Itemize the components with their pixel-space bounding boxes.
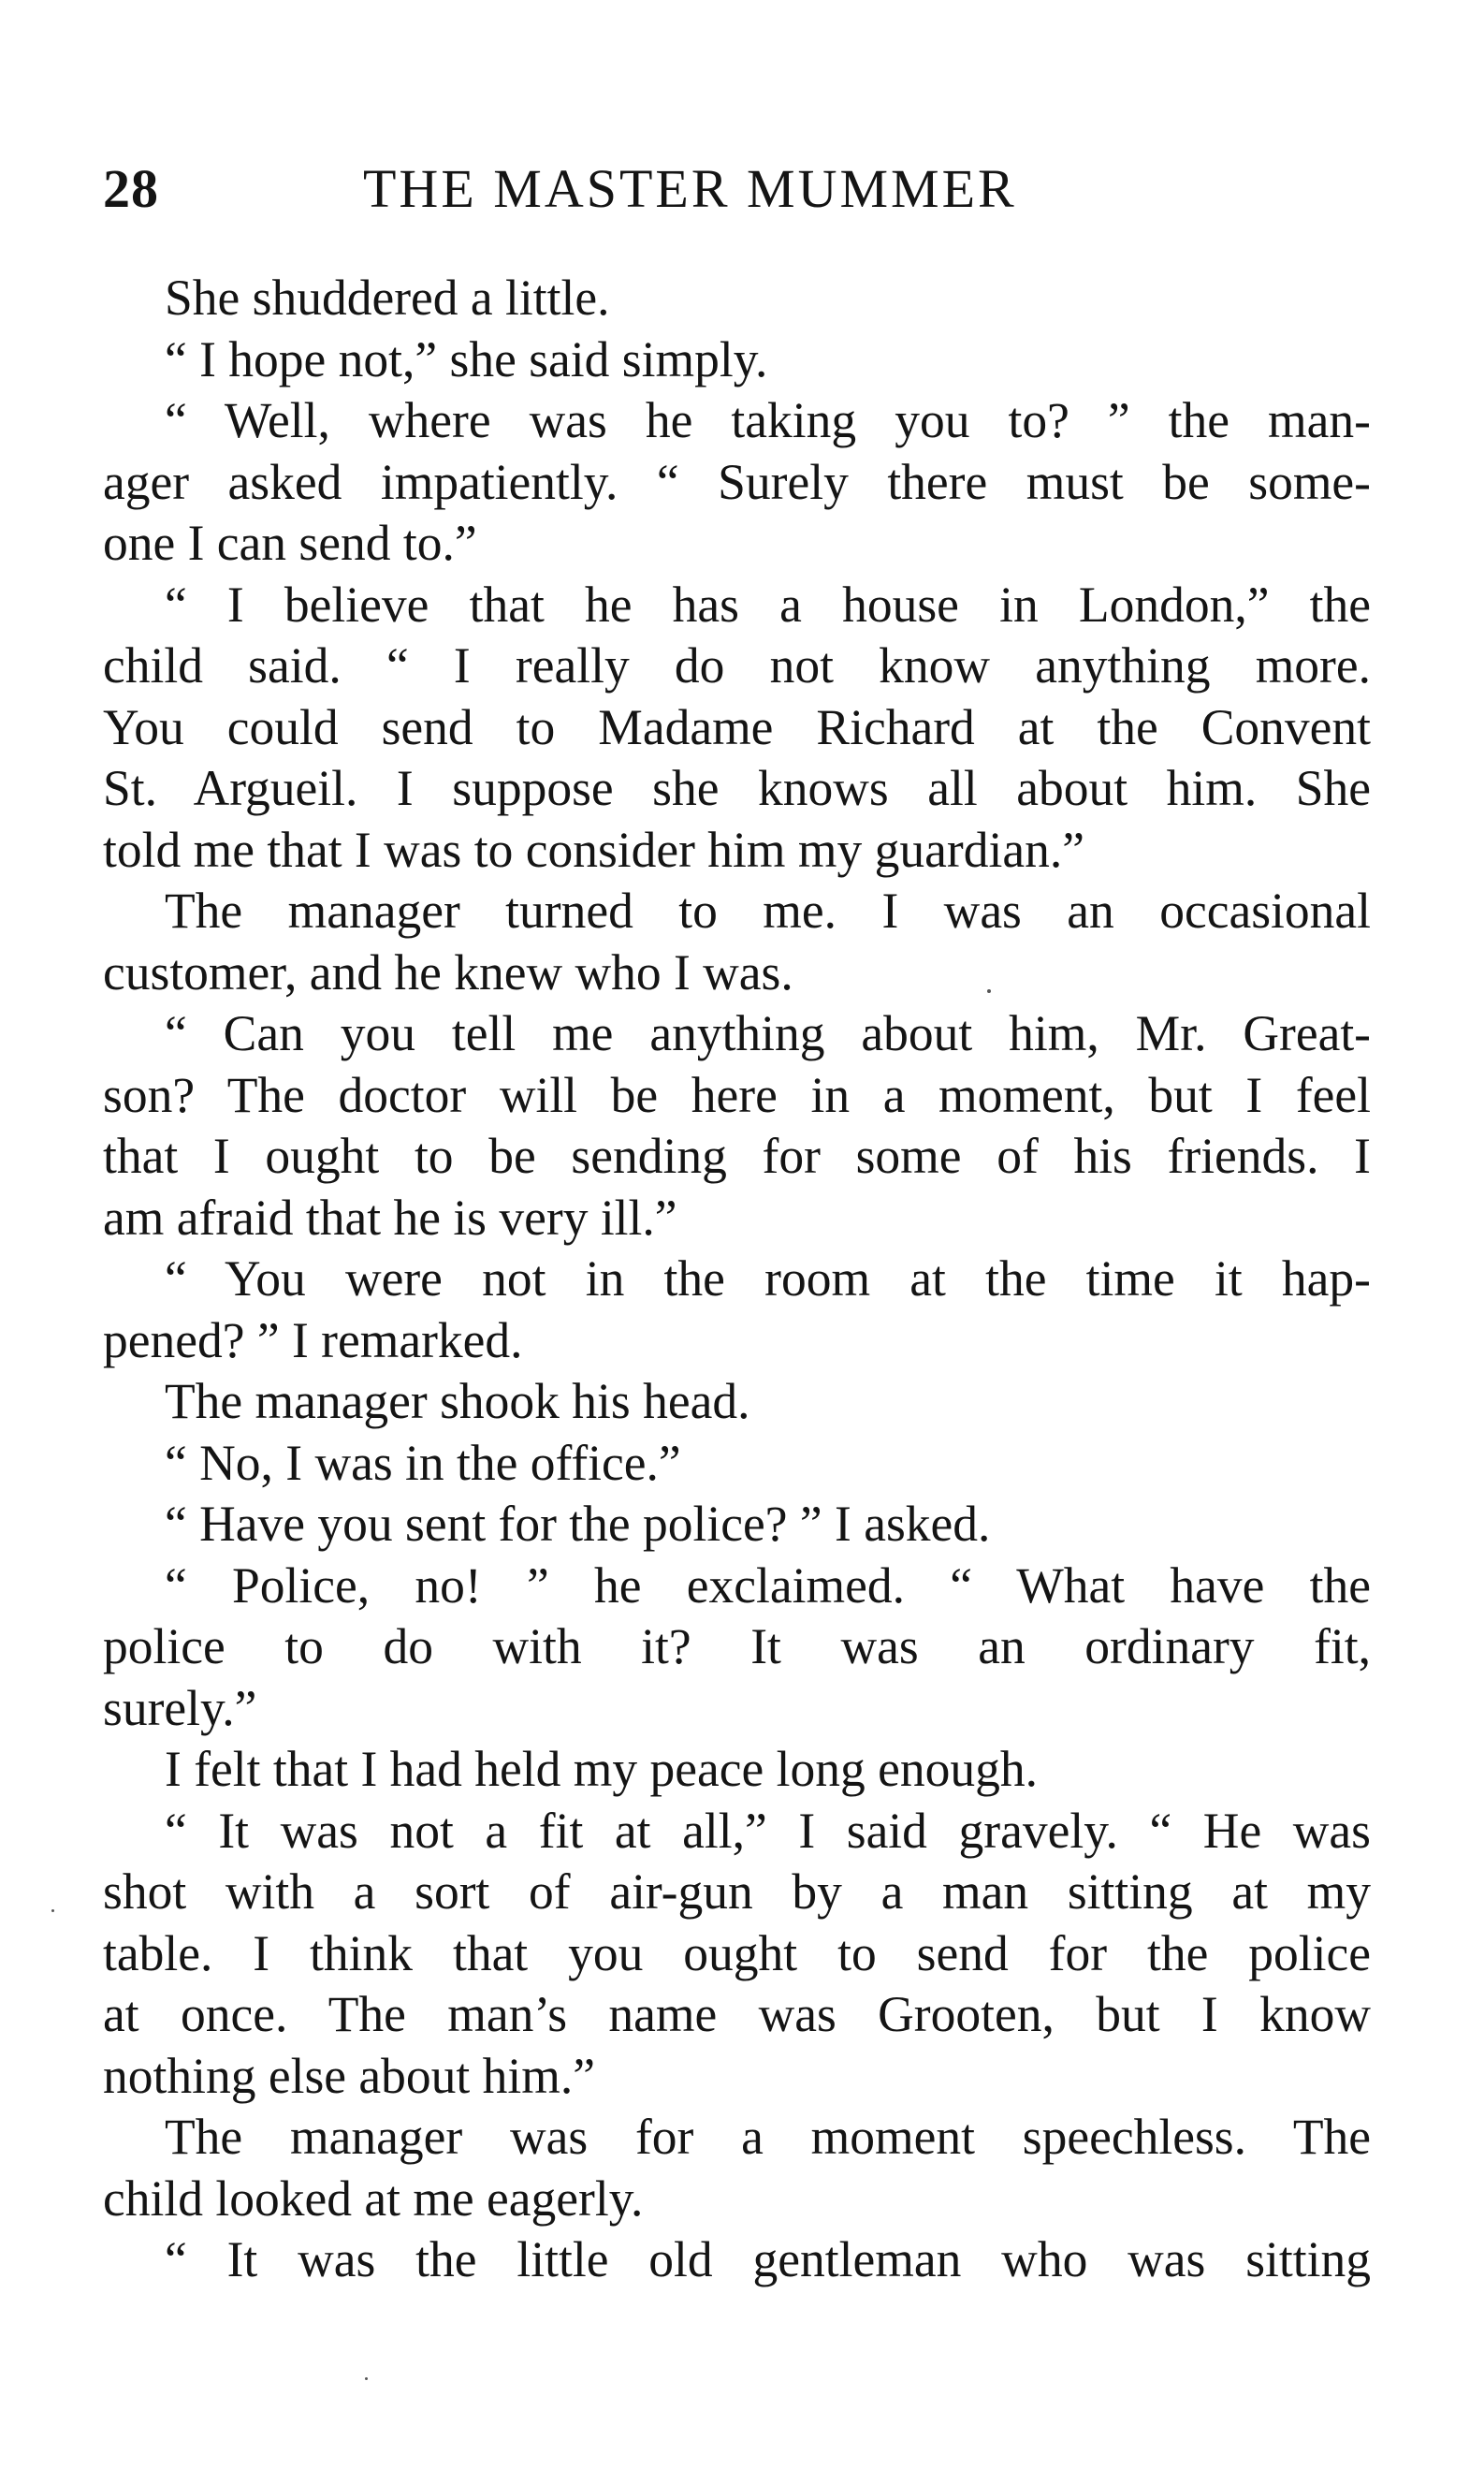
text-line: am afraid that he is very ill.” (103, 1189, 677, 1246)
text-line: son? The doctor will be here in a moment, but I feel (103, 1066, 1371, 1123)
text-line: “ No, I was in the office.” (165, 1434, 681, 1491)
text-line: The manager turned to me. I was an occasional (165, 883, 1371, 939)
text-line: “ Can you tell me anything about him, Mr. Great- (165, 1005, 1371, 1061)
paper-speck (365, 2377, 368, 2380)
text-line: The manager was for a moment speechless. The (165, 2109, 1371, 2165)
text-line: police to do with it? It was an ordinary fit, (103, 1618, 1371, 1674)
paper-speck (51, 1909, 54, 1912)
text-line: pened? ” I remarked. (103, 1311, 523, 1368)
text-line: “ Well, where was he taking you to? ” the man- (165, 392, 1371, 448)
text-line: “ You were not in the room at the time it hap- (165, 1250, 1371, 1307)
page-number: 28 (103, 158, 159, 219)
text-line: The manager shook his head. (165, 1373, 750, 1429)
text-line: She shuddered a little. (165, 270, 610, 326)
text-line: child looked at me eagerly. (103, 2170, 644, 2227)
text-line: “ It was not a fit at all,” I said gravely. “ He was (165, 1802, 1371, 1859)
text-line: “ It was the little old gentleman who was sitting (165, 2231, 1371, 2287)
text-line: “ Have you sent for the police? ” I asked. (165, 1496, 991, 1552)
text-line: “ Police, no! ” he exclaimed. “ What have the (165, 1556, 1371, 1614)
body-text (103, 268, 1371, 2291)
text-line: surely.” (103, 1679, 257, 1736)
paper-speck (987, 989, 991, 993)
text-line: one I can send to.” (103, 515, 477, 571)
text-line: “ I believe that he has a house in London,” the (165, 576, 1371, 633)
text-line: customer, and he knew who I was. (103, 943, 793, 1001)
text-line: nothing else about him.” (103, 2047, 595, 2104)
text-line: ager asked impatiently. “ Surely there must be some- (103, 453, 1371, 510)
text-line: table. I think that you ought to send for the police (103, 1924, 1371, 1981)
text-line: I felt that I had held my peace long enough. (165, 1741, 1038, 1797)
text-line: told me that I was to consider him my guardian.” (103, 821, 1084, 878)
text-line: You could send to Madame Richard at the Convent (103, 698, 1371, 755)
text-line: at once. The man’s name was Grooten, but I know (103, 1986, 1371, 2042)
text-line: “ I hope not,” she said simply. (165, 330, 768, 387)
running-header (103, 157, 1371, 232)
text-line: child said. “ I really do not know anything more. (103, 637, 1371, 694)
running-title: THE MASTER MUMMER (363, 158, 1017, 219)
text-line: St. Argueil. I suppose she knows all about him. She (103, 760, 1371, 816)
text-line: that I ought to be sending for some of his friends. I (103, 1128, 1371, 1184)
text-line: shot with a sort of air-gun by a man sitting at my (103, 1863, 1371, 1920)
